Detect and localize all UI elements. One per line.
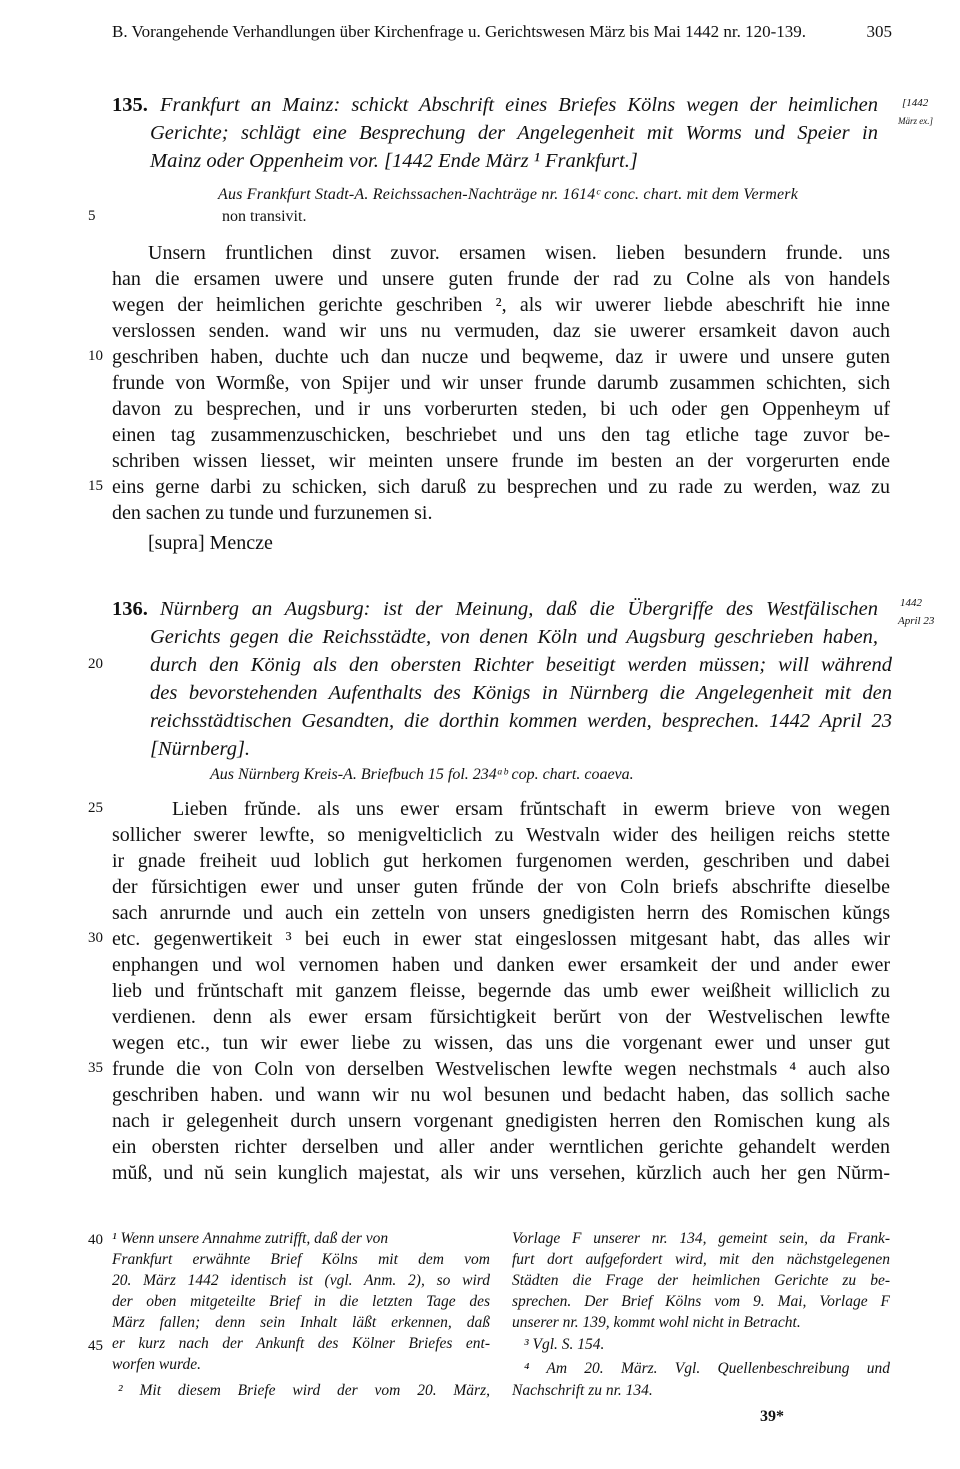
doc136-regest-line-3: durch den König als den obersten Richter beseitigt werden müssen; will während [150,654,892,676]
doc136-source-line: Aus Nürnberg Kreis-A. Briefbuch 15 fol. 234ᵃᵇ cop. chart. coaeva. [210,766,634,783]
doc136-text-line-5: sach anrurnde und auch ein zetteln von unsers gnedigisten herrn des Romischen kŭngs [112,902,890,924]
doc135-regest-line-3: Mainz oder Oppenheim vor. [1442 Ende März ¹ Frankfurt.] [150,150,638,172]
doc136-text-line-1: Lieben frŭnde. als uns ewer ersam frŭntschaft in ewerm brieve von wegen [172,798,890,820]
doc136-text-line-14: ein obersten richter derselben und aller ander werntlichen gerichte gehandelt werden [112,1136,890,1158]
footnote-line: ² Mit diesem Briefe wird der vom 20. März, [118,1382,490,1399]
doc135-signature: [supra] Mencze [148,532,273,554]
footnote-line: Vorlage F unserer nr. 134, gemeint sein, da Frank- [512,1230,890,1247]
line-number: 20 [88,656,103,672]
doc135-source-line-2: non transivit. [222,208,307,225]
line-number: 5 [88,208,96,224]
line-number: 40 [88,1232,103,1248]
doc135-margin-year: [1442 [902,97,929,109]
doc136-text-line-2: sollicher swerer lewfte, so menigvelticlich zu Westvaln wider des heiligen reichs stette [112,824,890,846]
line-number: 35 [88,1060,103,1076]
doc135-text-line-1: Unsern fruntlichen dinst zuvor. ersamen wisen. lieben besundern frunde. uns [148,242,890,264]
footnote-line: ¹ Wenn unsere Annahme zutrifft, daß der von [112,1230,389,1247]
footnote-line: unserer nr. 139, kommt wohl nicht in Betracht. [512,1314,801,1331]
line-number: 15 [88,478,103,494]
footnote-line: worfen wurde. [112,1356,201,1373]
doc135-text-line-3: wegen der heimlichen gerichte geschriben ², als wir uwerer liebde abeschrift hie inne [112,294,890,316]
line-number: 25 [88,800,103,816]
doc135-text-line-2: han die ersamen uwere und unsere guten frunde der rad zu Colne als von handels [112,268,890,290]
doc136-text-line-3: ir gnade freiheit uud loblich gut herkomen furgenomen werden, geschriben und dabei [112,850,890,872]
doc135-text-line-6: frunde von Wormße, von Spijer und wir unser frunde darumb zusammen schichten, sich [112,372,890,394]
footnote-line: Städten die Frage der heimlichen Gerichte zu be- [512,1272,890,1289]
doc136-regest-line-4: des bevorstehenden Aufenthalts des Königs in Nürnberg die Angelegenheit mit den [150,682,892,704]
footnote-line: ³ Vgl. S. 154. [524,1336,605,1353]
doc135-number: 135. [112,94,148,116]
doc135-regest-line-2: Gerichte; schlägt eine Besprechung der Angelegenheit mit Worms und Speier in [150,122,878,144]
doc136-regest-line-1: Nürnberg an Augsburg: ist der Meinung, daß die Übergriffe des Westfälischen [160,598,878,620]
line-number: 10 [88,348,103,364]
doc135-text-line-9: schriben wissen liesset, wir meinten unsere frunde im besten an der vorgerurten ende [112,450,890,472]
doc135-text-line-10: eins gerne darbi zu schicken, sich daruß zu besprechen und zu rade zu werden, waz zu [112,476,890,498]
running-header [112,22,892,42]
doc136-text-line-9: verdienen. denn als ewer ersam fŭrsichtigkeit berŭrt von der Westvelischen lewfte [112,1006,890,1028]
doc136-text-line-8: lieb und frŭntschaft mit ganzem fleisse, begernde das umb ewer weißheit williclich zu [112,980,890,1002]
footnote-line: der oben mitgeteilte Brief in die letzten Tage des [112,1293,490,1310]
page-number: 305 [866,22,892,41]
doc136-regest-line-2: Gerichts gegen die Reichsstädte, von denen Köln und Augsburg geschrieben haben, [150,626,878,648]
doc135-regest-line-1: Frankfurt an Mainz: schickt Abschrift eines Briefes Kölns wegen der heimlichen [160,94,878,116]
doc136-text-line-10: wegen etc., tun wir ewer liebe zu wissen, das uns die vorgenant ewer und unser gut [112,1032,890,1054]
doc136-text-line-7: enphangen und wol vernomen haben und danken ewer ersamkeit der und ander ewer [112,954,890,976]
sheet-signature: 39* [760,1408,784,1425]
footnote-line: Frankfurt erwähnte Brief Kölns mit dem vom [112,1251,490,1268]
footnote-line: Nachschrift zu nr. 134. [512,1382,653,1399]
running-title: B. Vorangehende Verhandlungen über Kirchenfrage u. Gerichtswesen März bis Mai 1442 nr. 120-139. [112,22,806,41]
footnote-line: ⁴ Am 20. März. Vgl. Quellenbeschreibung und [524,1360,890,1377]
doc136-regest-line-6: [Nürnberg]. [150,738,251,760]
doc136-text-line-4: der fŭrsichtigen ewer und unser guten frŭnde der von Coln briefs abschrifte dieselbe [112,876,890,898]
footnote-line: 20. März 1442 identisch ist (vgl. Anm. 2), so wird [112,1272,490,1289]
doc136-text-line-11: frunde die von Coln von derselben Westvelischen lewfte wegen nechstmals ⁴ auch also [112,1058,890,1080]
doc136-regest-line-5: reichsstädtischen Gesandten, die dorthin kommen werden, besprechen. 1442 April 23 [150,710,892,732]
doc135-margin-month: März ex.] [898,116,933,126]
doc135-text-line-8: einen tag zusammenzuschicken, beschriebet und uns den tag etliche tage zuvor be- [112,424,890,446]
doc135-text-line-7: davon zu besprechen, und ir uns vorberurten steden, bi uch oder gen Oppenheym uf [112,398,890,420]
footnote-line: furt dort aufgefordert wird, mit den nächstgelegenen [512,1251,890,1268]
doc136-text-line-6: etc. gegenwertikeit ³ bei euch in ewer stat eingeslossen mitgesant habt, das alles wir [112,928,890,950]
footnote-line: sprechen. Der Brief Kölns vom 9. Mai, Vorlage F [512,1293,890,1310]
doc135-text-line-5: geschriben haben, duchte uch dan nucze und beqweme, daz ir uwere und unsere guten [112,346,890,368]
line-number: 30 [88,930,103,946]
line-number: 45 [88,1338,103,1354]
doc135-source-line-1: Aus Frankfurt Stadt-A. Reichssachen-Nachträge nr. 1614ᶜ conc. chart. mit dem Vermerk [218,186,799,203]
doc135-text-line-11: den sachen zu tunde und furzunemen si. [112,502,433,524]
doc136-text-line-15: mŭß, und nŭ sein kunglich majestat, als wir uns versehen, kŭrzlich auch her gen Nŭrm- [112,1162,890,1184]
doc136-margin-year: 1442 [900,597,922,609]
footnote-line: er kurz nach der Ankunft des Kölner Briefes ent- [112,1335,490,1352]
doc136-text-line-13: nach ir gelegenheit durch unsern vorgenant gnedigisten herren den Romischen kung als [112,1110,890,1132]
footnote-line: März fallen; denn sein Inhalt läßt erkennen, daß [112,1314,490,1331]
doc136-margin-date: April 23 [898,615,935,627]
doc136-text-line-12: geschriben haben. und wann wir nu wol besunen und bedacht haben, das sollich sache [112,1084,890,1106]
doc135-text-line-4: verslossen senden. wand wir uns nu vermuden, daz sie uwerer ersamkeit davon auch [112,320,890,342]
doc136-number: 136. [112,598,148,620]
